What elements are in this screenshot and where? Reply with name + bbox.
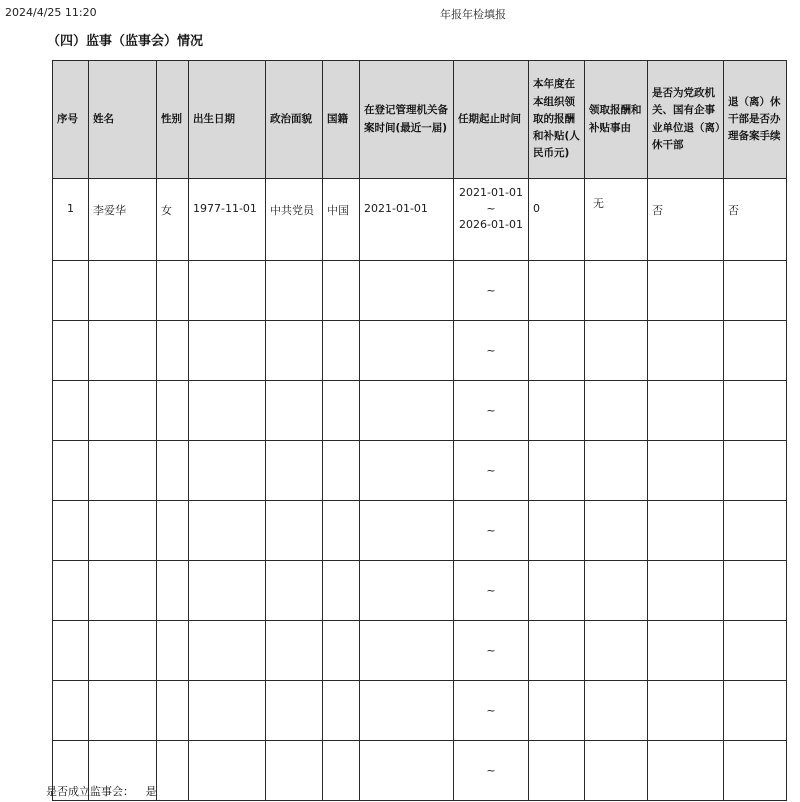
empty-term-cell: ~ — [454, 741, 529, 801]
empty-cell — [724, 741, 787, 801]
empty-cell — [189, 381, 266, 441]
empty-cell — [189, 561, 266, 621]
empty-cell — [53, 381, 89, 441]
empty-cell — [53, 321, 89, 381]
col-header-political-status: 政治面貌 — [266, 61, 323, 179]
empty-cell — [266, 501, 323, 561]
empty-cell — [360, 501, 454, 561]
empty-cell — [157, 441, 189, 501]
cell-index: 1 — [53, 179, 89, 261]
empty-cell — [648, 741, 724, 801]
term-start: 2021-01-01 — [459, 186, 523, 199]
footer-value: 是 — [145, 785, 157, 798]
col-header-remuneration-reason: 领取报酬和补贴事由 — [585, 61, 648, 179]
empty-table-row — [53, 561, 787, 621]
empty-cell — [648, 621, 724, 681]
empty-cell — [360, 561, 454, 621]
term-end: 2026-01-01 — [459, 217, 523, 231]
empty-cell — [266, 381, 323, 441]
empty-cell — [585, 621, 648, 681]
empty-cell — [89, 561, 157, 621]
empty-cell — [724, 621, 787, 681]
empty-cell — [323, 441, 360, 501]
empty-table-row — [53, 681, 787, 741]
col-header-gender: 性别 — [157, 61, 189, 179]
empty-cell — [157, 681, 189, 741]
empty-cell — [89, 681, 157, 741]
empty-term-cell: ~ — [454, 441, 529, 501]
empty-cell — [323, 741, 360, 801]
empty-cell — [53, 681, 89, 741]
empty-cell — [724, 381, 787, 441]
empty-cell — [323, 321, 360, 381]
empty-cell — [648, 261, 724, 321]
page-header-title: 年报年检填报 — [440, 8, 506, 21]
empty-cell — [266, 681, 323, 741]
empty-cell — [724, 561, 787, 621]
empty-cell — [266, 321, 323, 381]
empty-cell — [323, 501, 360, 561]
empty-cell — [157, 501, 189, 561]
empty-cell — [360, 681, 454, 741]
empty-cell — [53, 561, 89, 621]
empty-rows — [53, 261, 787, 801]
empty-cell — [585, 561, 648, 621]
empty-cell — [89, 441, 157, 501]
empty-cell — [323, 381, 360, 441]
empty-cell — [648, 561, 724, 621]
empty-cell — [157, 321, 189, 381]
empty-cell — [89, 321, 157, 381]
empty-cell — [323, 621, 360, 681]
empty-cell — [724, 441, 787, 501]
empty-cell — [189, 741, 266, 801]
cell-birth-date: 1977-11-01 — [189, 179, 266, 261]
empty-cell — [89, 621, 157, 681]
empty-table-row — [53, 261, 787, 321]
supervisors-table — [52, 60, 787, 801]
empty-cell — [53, 261, 89, 321]
cell-name: 李爱华 — [89, 179, 157, 261]
empty-cell — [89, 501, 157, 561]
empty-table-row — [53, 381, 787, 441]
cell-political-status: 中共党员 — [266, 179, 323, 261]
empty-cell — [360, 441, 454, 501]
empty-cell — [157, 261, 189, 321]
empty-cell — [724, 261, 787, 321]
empty-cell — [529, 381, 585, 441]
term-separator: ~ — [486, 201, 496, 215]
col-header-index: 序号 — [53, 61, 89, 179]
empty-cell — [189, 501, 266, 561]
col-header-remuneration: 本年度在本组织领取的报酬和补贴(人民币元) — [529, 61, 585, 179]
cell-retired-cadre: 否 — [648, 179, 724, 261]
empty-cell — [189, 681, 266, 741]
empty-cell — [157, 561, 189, 621]
empty-cell — [529, 321, 585, 381]
cell-remuneration: 0 — [529, 179, 585, 261]
empty-cell — [585, 261, 648, 321]
empty-cell — [724, 681, 787, 741]
empty-term-cell: ~ — [454, 561, 529, 621]
empty-cell — [529, 681, 585, 741]
empty-table-row — [53, 441, 787, 501]
empty-cell — [266, 561, 323, 621]
empty-cell — [529, 501, 585, 561]
empty-cell — [724, 501, 787, 561]
empty-cell — [157, 741, 189, 801]
footer-label: 是否成立监事会： — [46, 785, 134, 798]
empty-term-cell: ~ — [454, 321, 529, 381]
empty-cell — [266, 261, 323, 321]
col-header-term: 任期起止时间 — [454, 61, 529, 179]
empty-cell — [648, 681, 724, 741]
table-row — [53, 179, 787, 261]
empty-cell — [189, 621, 266, 681]
empty-term-cell: ~ — [454, 621, 529, 681]
cell-nationality: 中国 — [323, 179, 360, 261]
empty-cell — [323, 261, 360, 321]
empty-cell — [585, 741, 648, 801]
cell-filing-date: 2021-01-01 — [360, 179, 454, 261]
empty-cell — [266, 441, 323, 501]
table-header-row — [53, 61, 787, 179]
col-header-retired-filing: 退（离）休干部是否办理备案手续 — [724, 61, 787, 179]
col-header-name: 姓名 — [89, 61, 157, 179]
empty-cell — [724, 321, 787, 381]
empty-cell — [266, 621, 323, 681]
empty-cell — [53, 441, 89, 501]
empty-table-row — [53, 621, 787, 681]
empty-term-cell: ~ — [454, 381, 529, 441]
empty-cell — [648, 321, 724, 381]
cell-retired-filing: 否 — [724, 179, 787, 261]
col-header-birth-date: 出生日期 — [189, 61, 266, 179]
empty-cell — [323, 561, 360, 621]
empty-cell — [157, 381, 189, 441]
empty-cell — [189, 261, 266, 321]
empty-term-cell: ~ — [454, 261, 529, 321]
empty-table-row — [53, 741, 787, 801]
col-header-nationality: 国籍 — [323, 61, 360, 179]
empty-table-row — [53, 321, 787, 381]
section-title: （四）监事（监事会）情况 — [47, 34, 204, 49]
empty-cell — [360, 261, 454, 321]
print-datetime: 2024/4/25 11:20 — [5, 6, 97, 19]
empty-cell — [157, 621, 189, 681]
cell-remuneration-reason: 无 — [585, 179, 648, 261]
empty-cell — [648, 381, 724, 441]
empty-cell — [529, 621, 585, 681]
empty-term-cell: ~ — [454, 501, 529, 561]
empty-table-row — [53, 501, 787, 561]
empty-cell — [585, 501, 648, 561]
empty-cell — [585, 681, 648, 741]
empty-cell — [360, 621, 454, 681]
empty-cell — [648, 501, 724, 561]
empty-cell — [266, 741, 323, 801]
col-header-retired-cadre: 是否为党政机关、国有企事业单位退（离）休干部 — [648, 61, 724, 179]
empty-cell — [648, 441, 724, 501]
empty-cell — [529, 561, 585, 621]
empty-cell — [585, 321, 648, 381]
empty-cell — [53, 621, 89, 681]
empty-cell — [360, 741, 454, 801]
empty-cell — [89, 261, 157, 321]
col-header-filing-date: 在登记管理机关备案时间(最近一届) — [360, 61, 454, 179]
empty-cell — [529, 261, 585, 321]
empty-cell — [360, 321, 454, 381]
empty-cell — [529, 741, 585, 801]
empty-cell — [529, 441, 585, 501]
empty-cell — [189, 321, 266, 381]
empty-cell — [360, 381, 454, 441]
cell-term — [454, 179, 529, 261]
empty-cell — [585, 441, 648, 501]
empty-cell — [53, 501, 89, 561]
empty-cell — [585, 381, 648, 441]
empty-cell — [89, 381, 157, 441]
empty-term-cell: ~ — [454, 681, 529, 741]
footer — [46, 783, 157, 799]
empty-cell — [323, 681, 360, 741]
empty-cell — [189, 441, 266, 501]
cell-gender: 女 — [157, 179, 189, 261]
